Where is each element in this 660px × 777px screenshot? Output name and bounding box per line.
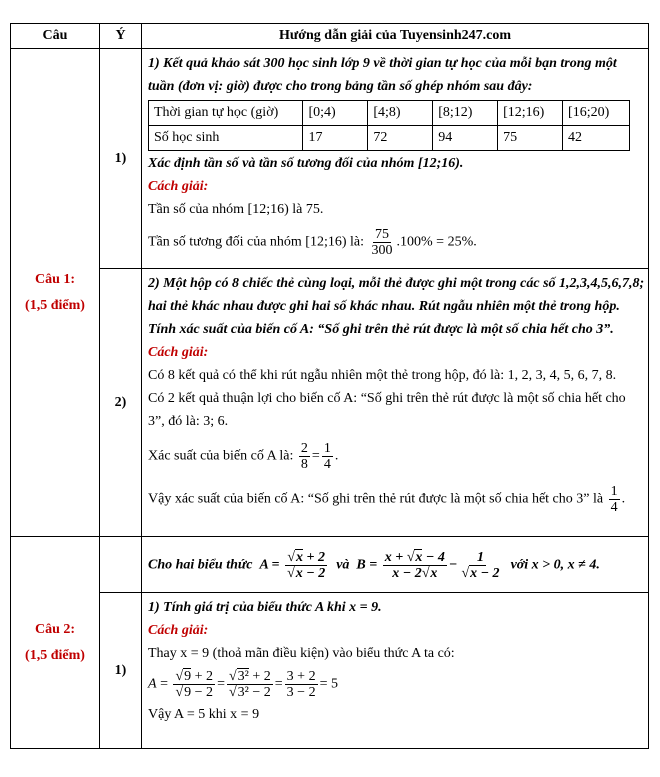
cau2-y1-method: Cách giải: bbox=[148, 623, 209, 638]
header-row bbox=[11, 24, 649, 49]
fraction-denominator: 4 bbox=[323, 457, 331, 472]
fraction-denominator: 4 bbox=[610, 500, 618, 515]
solution-table bbox=[10, 23, 649, 749]
freq-cell: Thời gian tự học (giờ) bbox=[149, 101, 303, 126]
cau1-y2-problem-l1: 2) Một hộp có 8 chiếc thẻ cùng loại, mỗi thẻ được ghi một trong các số 1,2,3,4,5,6,7,8; bbox=[148, 276, 645, 291]
expression-b-first: $\frac{x + √x - 4}{x - 2√x}$ bbox=[384, 549, 445, 581]
cau1-y1-ans2 bbox=[148, 227, 642, 258]
fraction-denominator: 8 bbox=[300, 457, 308, 472]
cau1-y1-problem-l1: 1) Kết quả khảo sát 300 học sinh lớp 9 về thời gian tự học của mỗi bạn trong một bbox=[148, 56, 617, 71]
freq-cell: [4;8) bbox=[368, 101, 433, 126]
cau2-intro-row bbox=[11, 537, 649, 593]
col-header-guide: Hướng dẫn giải của Tuyensinh247.com bbox=[142, 24, 649, 49]
cau2-intro-y-empty bbox=[100, 537, 142, 593]
cau1-y1-num: 1) bbox=[100, 49, 142, 269]
fraction-1-4 bbox=[322, 441, 333, 472]
freq-cell: 75 bbox=[498, 126, 563, 151]
freq-cell: Số học sinh bbox=[149, 126, 303, 151]
cau1-y2-method: Cách giải: bbox=[148, 345, 209, 360]
cau1-y2-ans3: Xác suất của biến cố A là: $\frac{2}{8}$ = $\frac{1}{4}$ . bbox=[148, 441, 339, 472]
cau2-intro-content bbox=[142, 537, 649, 593]
cau1-y1-content bbox=[142, 49, 649, 269]
frequency-table bbox=[148, 100, 630, 151]
cau1-y2-ans4-prefix: Vậy xác suất của biến cố A: “Số ghi trên thẻ rút được là một số chia hết cho 3” là bbox=[148, 491, 604, 507]
cau1-y2-ans2-l1: Có 2 kết quả thuận lợi cho biến cố A: “Số ghi trên thẻ rút được là một số chia hết cho bbox=[148, 391, 626, 406]
fraction-sqrt9: $\frac{√9 + 2}{√9 - 2}$ bbox=[175, 669, 214, 700]
cau1-y1-ans2-prefix: Tần số tương đối của nhóm [12;16) là: bbox=[148, 234, 365, 250]
freq-cell: 72 bbox=[368, 126, 433, 151]
fraction-sqrt3sq: $\frac{\text{√3² + 2}}{\text{√3² − 2}}$ bbox=[228, 669, 271, 700]
cau1-y1-question: Xác định tần số và tần số tương đối của nhóm [12;16). bbox=[148, 156, 464, 171]
fraction-2-8 bbox=[299, 441, 310, 472]
fraction-denominator: 300 bbox=[371, 243, 393, 258]
cau2-y1-problem: 1) Tính giá trị của biểu thức A khi x = 9. bbox=[148, 600, 382, 615]
freq-cell: 42 bbox=[563, 126, 630, 151]
cau2-y1-row bbox=[11, 593, 649, 749]
cau1-label-cell bbox=[11, 49, 100, 537]
cau2-intro-cond: với x > 0, x ≠ 4. bbox=[510, 557, 600, 573]
cau1-y1-row bbox=[11, 49, 649, 269]
fraction-numerator: 1 bbox=[610, 484, 618, 499]
freq-row-count bbox=[149, 126, 630, 151]
col-header-cau: Câu bbox=[11, 24, 100, 49]
cau1-y2-ans1: Có 8 kết quả có thể khi rút ngẫu nhiên một thẻ trong hộp, đó là: 1, 2, 3, 4, 5, 6, 7, 8. bbox=[148, 368, 617, 383]
cau2-label: Câu 2: bbox=[34, 621, 76, 637]
cau2-intro: Cho hai biểu thức A = $\frac{√x + 2}{√x - 2}$ và B = $\frac{x + √x - 4}{x - 2√x}$ − $\frac{1}{√x - 2}$ với x > 0, x ≠ 4. bbox=[148, 549, 600, 581]
cau2-y1-content bbox=[142, 593, 649, 749]
cau1-y2-problem-l3: Tính xác suất của biến cố A: “Số ghi trên thẻ rút được là một số chia hết cho 3”. bbox=[148, 322, 614, 337]
cau1-y2-problem-l2: hai thẻ khác nhau được ghi hai số khác nhau. Rút ngẫu nhiên một thẻ trong hộp. bbox=[148, 299, 620, 314]
freq-cell: [0;4) bbox=[303, 101, 368, 126]
cau2-points: (1,5 điểm) bbox=[25, 647, 85, 663]
fraction-numerator: 1 bbox=[323, 441, 331, 456]
fraction-numerator: 75 bbox=[375, 227, 390, 242]
fraction-3plus2: $\frac{3 + 2}{3 - 2}$ bbox=[286, 669, 316, 700]
fraction-75-300 bbox=[370, 227, 395, 258]
cau1-y1-ans1: Tần số của nhóm [12;16) là 75. bbox=[148, 202, 324, 217]
cau2-y1-ans3: Vậy A = 5 khi x = 9 bbox=[148, 707, 260, 722]
col-header-y: Ý bbox=[100, 24, 142, 49]
cau1-y2-content bbox=[142, 269, 649, 537]
cau2-intro-prefix: Cho hai biểu thức bbox=[148, 557, 253, 573]
freq-cell: 94 bbox=[433, 126, 498, 151]
cau1-y1-method: Cách giải: bbox=[148, 179, 209, 194]
freq-cell: [12;16) bbox=[498, 101, 563, 126]
cau1-y2-row bbox=[11, 269, 649, 537]
cau2-intro-and: và bbox=[336, 557, 350, 573]
cau1-y2-ans3-prefix: Xác suất của biến cố A là: bbox=[148, 448, 294, 464]
cau1-label: Câu 1: bbox=[34, 271, 76, 287]
cau2-label-cell bbox=[11, 537, 100, 749]
cau2-y1-ans1: Thay x = 9 (thoả mãn điều kiện) vào biểu thức A ta có: bbox=[148, 646, 455, 661]
cau1-y2-ans4: Vậy xác suất của biến cố A: “Số ghi trên thẻ rút được là một số chia hết cho 3” là $\frac{1}{4}$ . bbox=[148, 484, 626, 515]
cau1-y1-ans2-suffix: .100% = 25%. bbox=[396, 234, 477, 250]
freq-cell: [8;12) bbox=[433, 101, 498, 126]
cau2-y1-num: 1) bbox=[100, 593, 142, 749]
cau2-y1-ans2: A = $\frac{√9 + 2}{√9 - 2}$ = $\frac{\text{√3² + 2}}{\text{√3² − 2}}$ = $\frac{3 + 2}{3 - 2}$ = 5 bbox=[148, 669, 338, 700]
freq-cell: [16;20) bbox=[563, 101, 630, 126]
cau1-y2-num: 2) bbox=[100, 269, 142, 537]
freq-cell: 17 bbox=[303, 126, 368, 151]
freq-row-time bbox=[149, 101, 630, 126]
fraction-1-4-final bbox=[609, 484, 620, 515]
cau1-y1-problem-l2: tuần (đơn vị: giờ) được cho trong bảng tần số ghép nhóm sau đây: bbox=[148, 79, 533, 94]
expression-b-second: $\frac{1}{√x - 2}$ bbox=[461, 549, 500, 581]
cau2-y1-ans2-result: = 5 bbox=[319, 676, 338, 692]
cau1-y2-ans2-l2: 3”, đó là: 3; 6. bbox=[148, 414, 229, 429]
fraction-numerator: 2 bbox=[300, 441, 308, 456]
expression-a: $\frac{√x + 2}{√x - 2}$ bbox=[287, 549, 326, 581]
cau1-points: (1,5 điểm) bbox=[25, 297, 85, 313]
